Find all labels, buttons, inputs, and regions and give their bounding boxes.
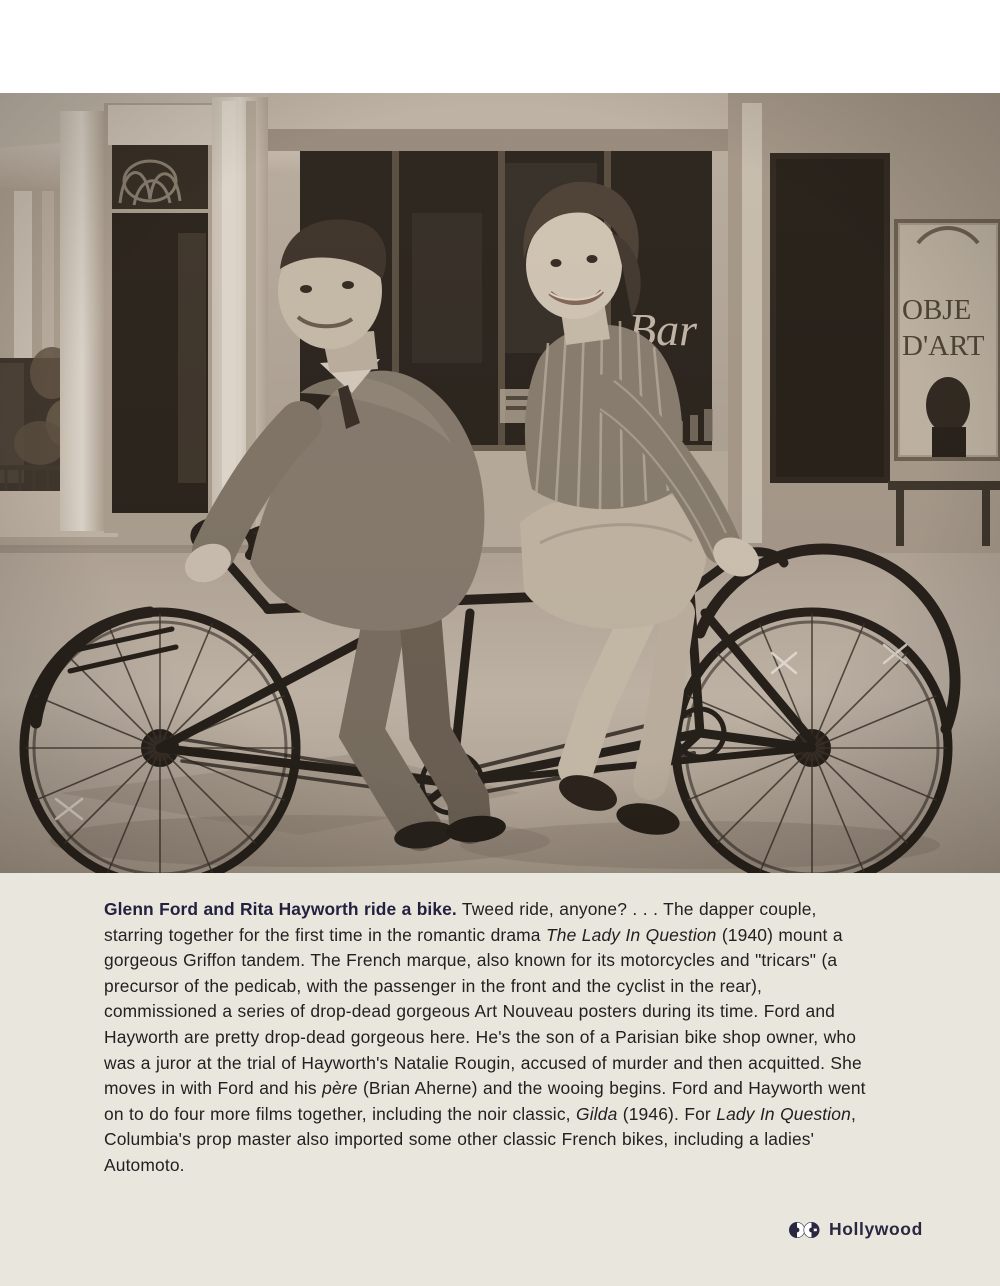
photo-illustration <box>0 93 1000 873</box>
caption-film-title-lady-in-question-short: Lady In Question <box>716 1103 851 1124</box>
caption-run-8: , Columbia's prop master also imported some other classic French bikes, including a ladies' Automoto. <box>104 1103 856 1175</box>
caption-film-title-lady-in-question: The Lady In Question <box>546 924 717 945</box>
film-reel-icon <box>789 1220 820 1240</box>
feature-photograph <box>0 93 1000 873</box>
caption-film-title-gilda: Gilda <box>576 1103 618 1124</box>
caption-run-0: Tweed ride, anyone? . . . The dapper couple, starring together for the first time in the romantic drama <box>104 899 817 945</box>
brand-name: Hollywood <box>829 1219 923 1239</box>
caption-lede: Glenn Ford and Rita Hayworth ride a bike. <box>104 899 457 919</box>
caption-word-pere: père <box>322 1078 358 1099</box>
caption-run-2: (1940) mount a gorgeous Griffon tandem. The French marque, also known for its motorcycles and "tricars" (a precursor of the pedicab, with the passenger in the front and the cyclist in the rear), commissioned a series of drop-dead gorgeous Art Nouveau posters during its time. Ford and Hayworth are pretty drop-dead gorgeous here. He's the son of a Parisian bike shop owner, who was a juror at the trial of Hayworth's Natalie Rougin, accused of murder and then acquitted. She moves in with Ford and his <box>104 924 862 1099</box>
footer-brand-logo <box>789 1219 923 1240</box>
caption-run-4: (Brian Aherne) and the wooing begins. Ford and Hayworth went on to do four more films together, including the noir classic, <box>104 1078 866 1124</box>
caption-paragraph <box>104 897 879 1179</box>
caption-block <box>104 897 879 1179</box>
caption-run-6: (1946). For <box>617 1103 717 1124</box>
